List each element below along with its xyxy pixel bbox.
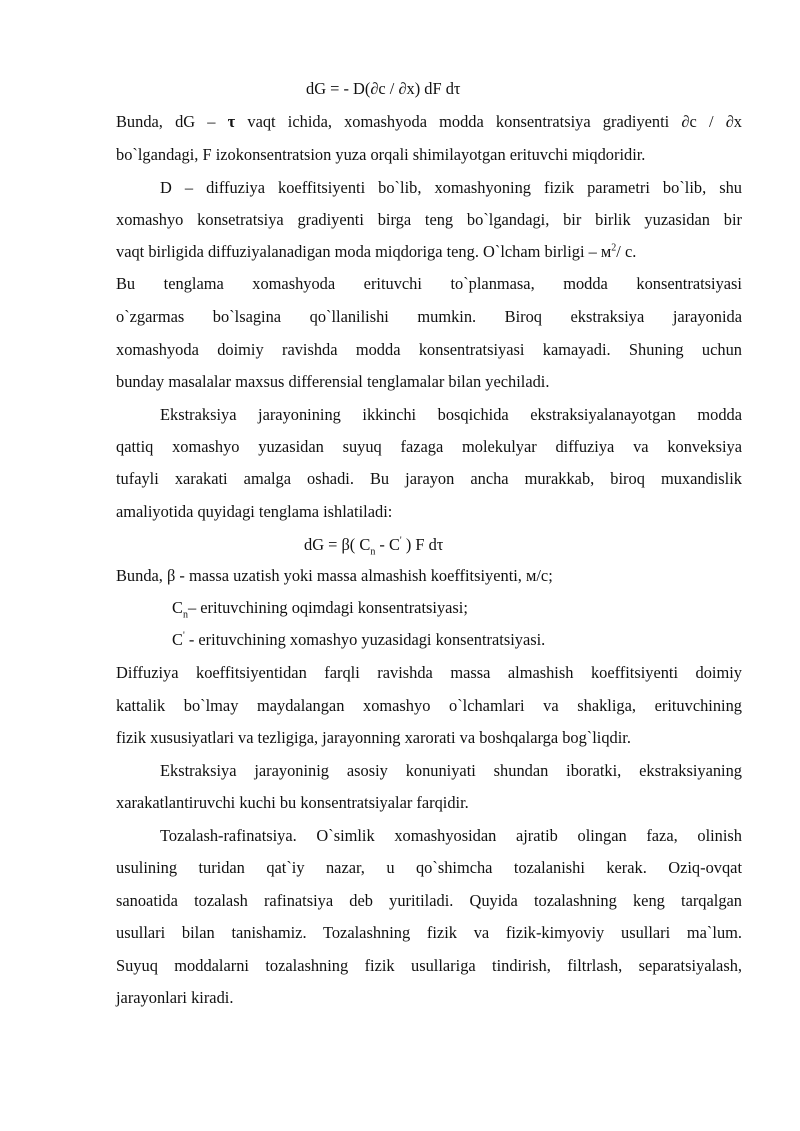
text-line: Bu tenglama xomashyoda erituvchi to`planmasa, modda konsentratsiyasi — [116, 274, 742, 293]
text-line: tufayli xarakati amalga oshadi. Bu jarayon ancha murakkab, biroq muxandislik — [116, 469, 742, 488]
text-line: amaliyotida quyidagi tenglama ishlatiladi: — [116, 502, 393, 521]
text-line: D – diffuziya koeffitsiyenti bo`lib, xomashyoning fizik parametri bo`lib, shu — [160, 178, 742, 197]
text-line: sanoatida tozalash rafinatsiya deb yuritiladi. Quyida tozalashning keng tarqalgan — [116, 891, 742, 910]
text-line: jarayonlari kiradi. — [116, 988, 234, 1007]
formula-mass-transfer: dG = β( $C_n - C'$ ) F dτ — [304, 535, 444, 558]
text-line: Ekstraksiya jarayonining ikkinchi bosqichida ekstraksiyalanayotgan modda — [160, 405, 742, 424]
definition-c-prime: C' - erituvchining xomashyo yuzasidagi konsentratsiyasi. — [172, 630, 546, 649]
formula-diffusion: dG = - D(∂c / ∂x) dF dτ — [306, 79, 461, 98]
text-line: bo`lgandagi, F izokonsentratsion yuza orqali shimilayotgan erituvchi miqdoridir. — [116, 145, 646, 164]
text-line: Tozalash-rafinatsiya. O`simlik xomashyosidan ajratib olingan faza, olinish — [160, 826, 742, 845]
text-line: Suyuq moddalarni tozalashning fizik usullariga tindirish, filtrlash, separatsiyalash, — [116, 956, 742, 975]
text-line: xarakatlantiruvchi kuchi bu konsentratsiyalar farqidir. — [116, 793, 469, 812]
text-line: fizik xususiyatlari va tezligiga, jarayonning xarorati va boshqalarga bog`liqdir. — [116, 728, 631, 747]
text-line: Bunda, dG – τ vaqt ichida, xomashyoda modda konsentratsiya gradiyenti ∂c / ∂x — [116, 112, 742, 131]
definition-beta: Bunda, β - massa uzatish yoki massa almashish koeffitsiyenti, м/с; — [116, 566, 553, 585]
text-line: o`zgarmas bo`lsagina qo`llanilishi mumkin. Biroq ekstraksiya jarayonida — [116, 307, 742, 326]
text-line: qattiq xomashyo yuzasidan suyuq fazaga molekulyar diffuziya va konveksiya — [116, 437, 742, 456]
text-line: bunday masalalar maxsus differensial tenglamalar bilan yechiladi. — [116, 372, 550, 391]
text-line: Ekstraksiya jarayoninig asosiy konuniyati shundan iboratki, ekstraksiyaning — [160, 761, 742, 780]
text-line: xomashyo konsetratsiya gradiyenti birga teng bo`lgandagi, bir birlik yuzasidan bir — [116, 210, 742, 229]
text-line: usulining turidan qat`iy nazar, u qo`shimcha tozalanishi kerak. Oziq-ovqat — [116, 858, 742, 877]
text-line: usullari bilan tanishamiz. Tozalashning fizik va fizik-kimyoviy usullari ma`lum. — [116, 923, 742, 942]
text-line: xomashyoda doimiy ravishda modda konsentratsiyasi kamayadi. Shuning uchun — [116, 340, 742, 359]
text-line: vaqt birligida diffuziyalanadigan moda miqdoriga teng. O`lcham birligi – $м^2/$ с. — [116, 242, 637, 261]
definition-cn: $C_n-$ erituvchining oqimdagi konsentratsiyasi; — [172, 598, 468, 621]
text-line: kattalik bo`lmay maydalangan xomashyo o`lchamlari va shakliga, erituvchining — [116, 696, 742, 715]
text-line: Diffuziya koeffitsiyentidan farqli ravishda massa almashish koeffitsiyenti doimiy — [116, 663, 742, 682]
